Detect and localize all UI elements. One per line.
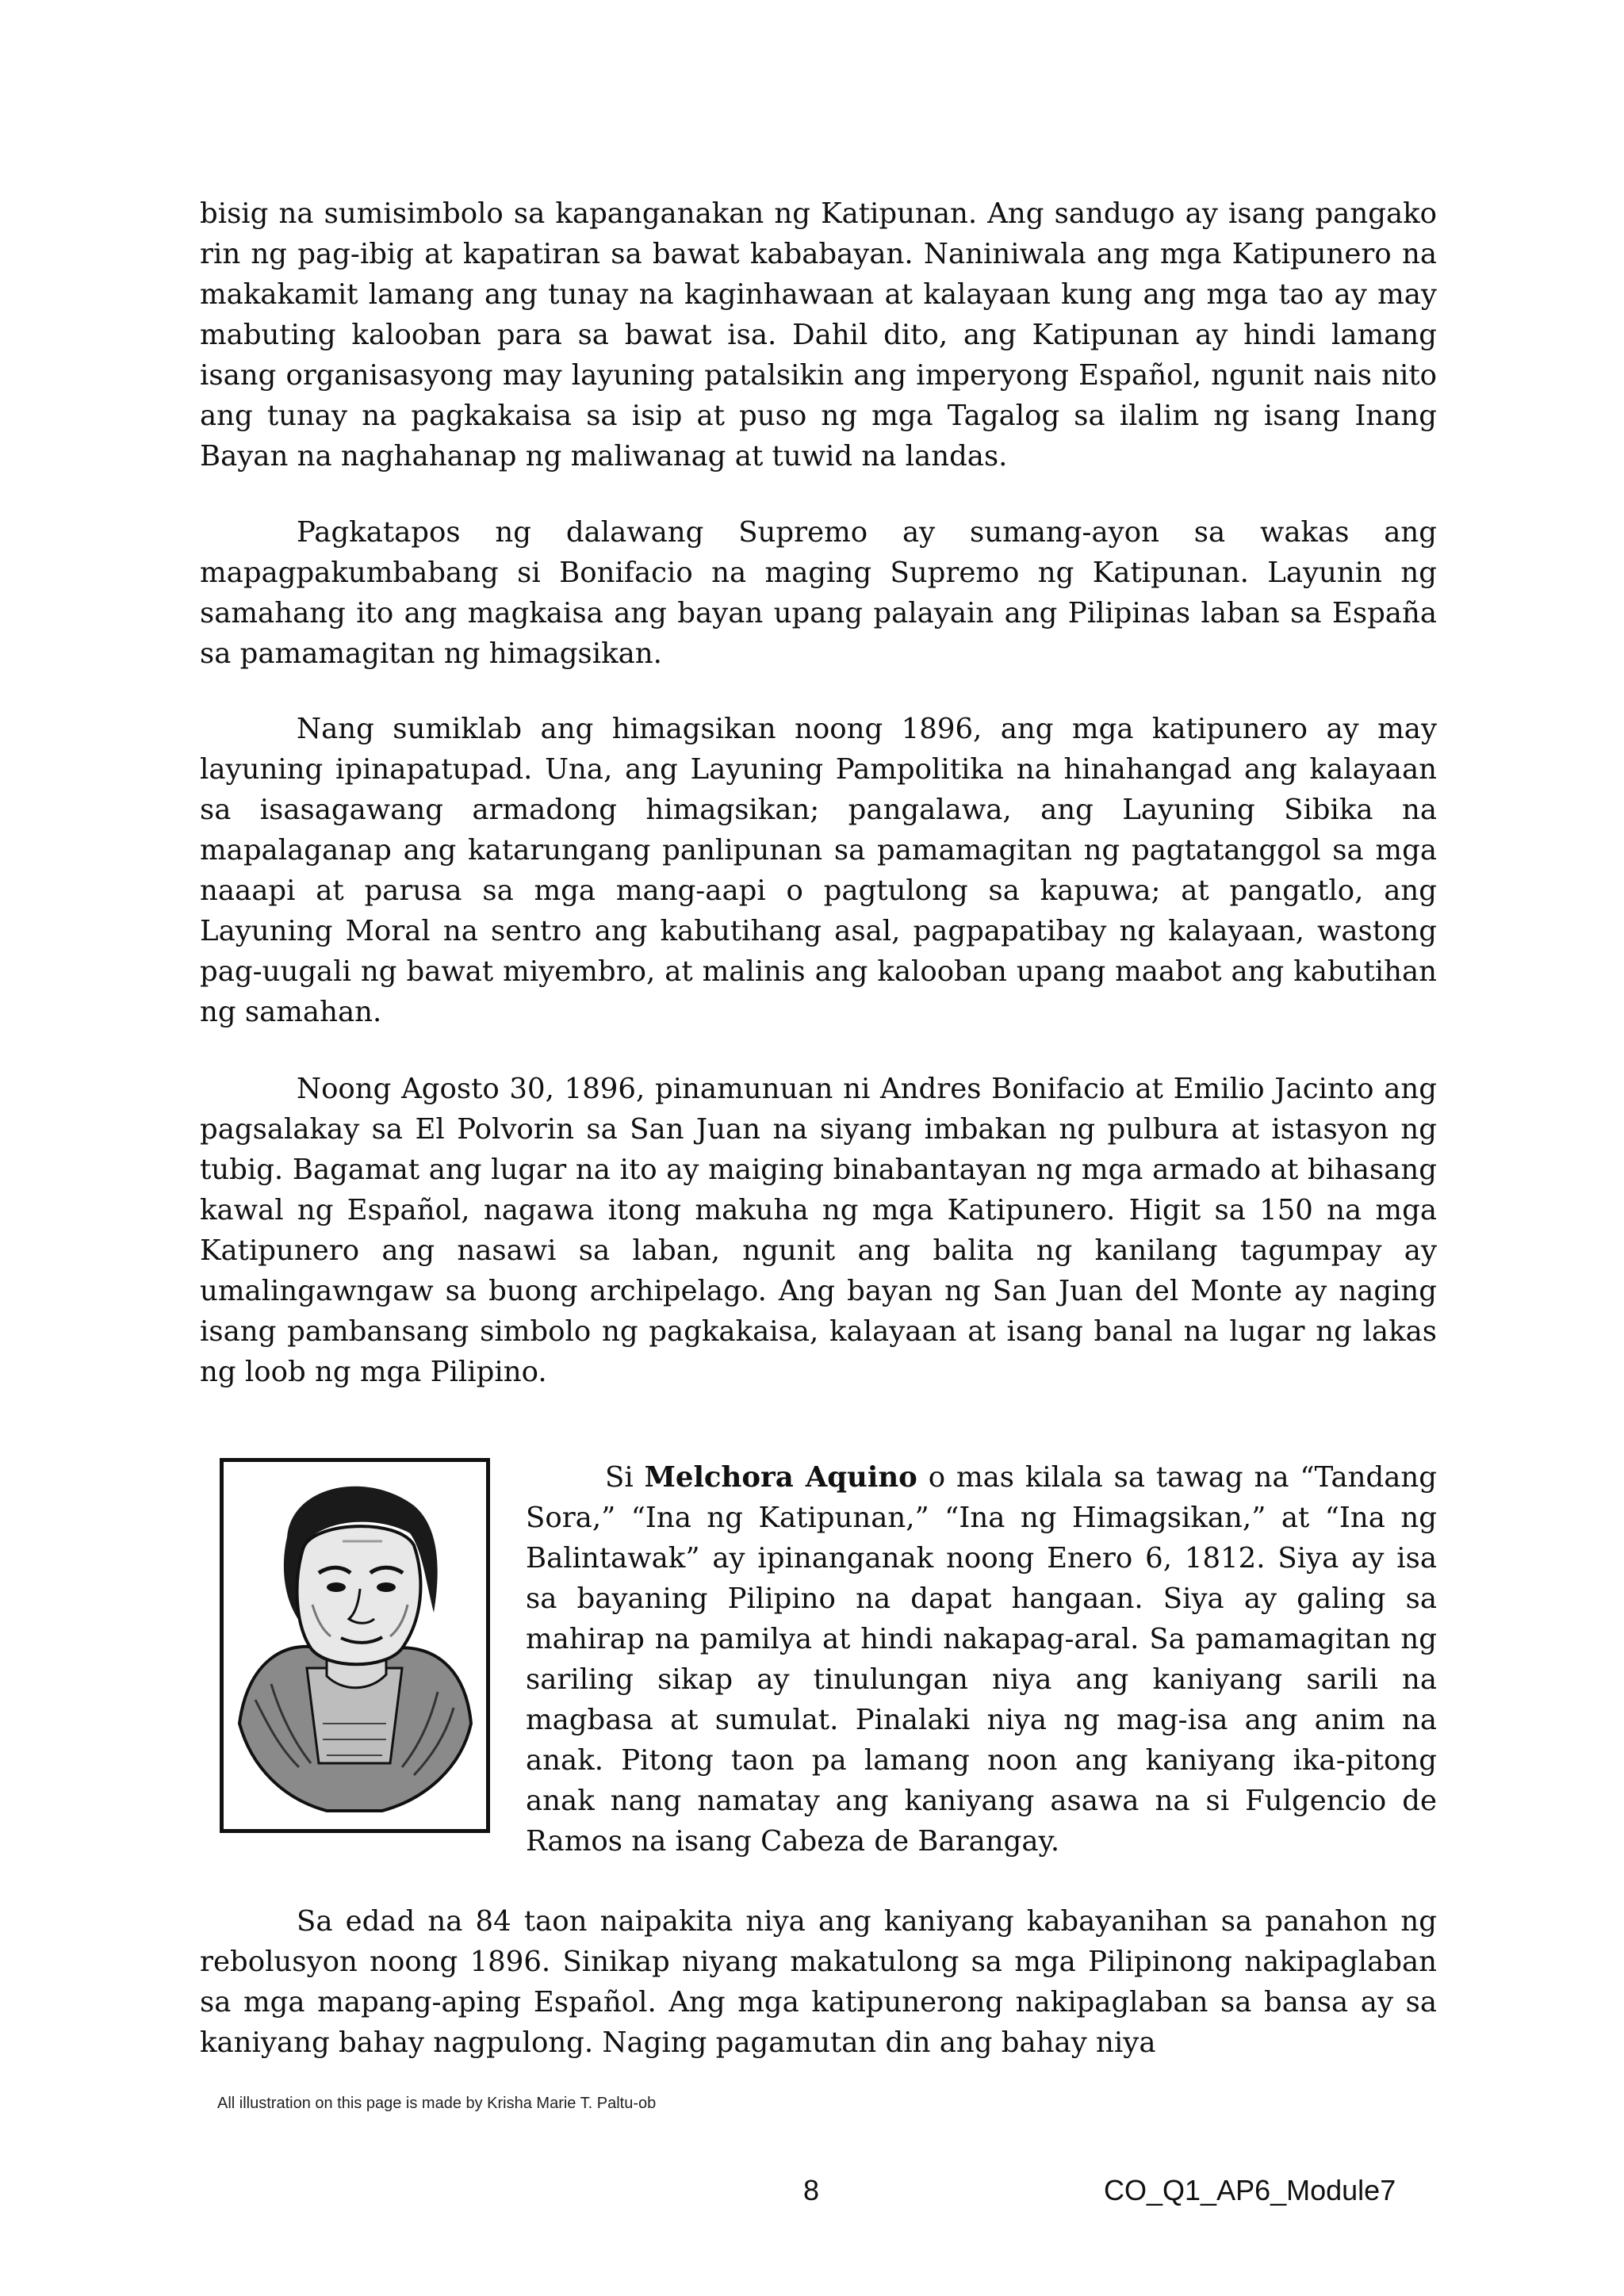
portrait-illustration xyxy=(224,1462,486,1829)
page-number: 8 xyxy=(803,2174,820,2206)
melchora-description: o mas kilala sa tawag na “Tandang Sora,” “Ina ng Katipunan,” “Ina ng Himagsikan,” at “Ina ng Balintawak” ay ipinanganak noong Enero 6, 1812. Siya ay isa sa bayaning Pilipino na dapat hangaan. Siya ay galing sa mahirap na pamilya at hindi nakapag-aral. Sa pamamagitan ng sariling sikap ay tinulungan niya ang kaniyang sarili na magbasa at sumulat. Pinalaki niya ng mag-isa ang anim na anak. Pitong taon pa lamang noon ang kaniyang ika-pitong anak nang namatay ang kaniyang asawa na si Fulgencio de Ramos na isang Cabeza de Barangay. xyxy=(526,1461,1437,1858)
paragraph-kabayanihan: Sa edad na 84 taon naipakita niya ang kaniyang kabayanihan sa panahon ng rebolusyon noong 1896. Sinikap niyang makatulong sa mga Pilipinong nakipaglaban sa mga mapang-aping Español. Ang mga katipunerong nakipaglaban sa bansa ay sa kaniyang bahay nagpulong. Naging pagamutan din ang bahay niya xyxy=(200,1905,1437,2059)
paragraph-melchora-aquino xyxy=(526,1457,1437,1862)
melchora-aquino-name: Melchora Aquino xyxy=(644,1461,917,1494)
paragraph-katipunan-sandugo: bisig na sumisimbolo sa kapanganakan ng Katipunan. Ang sandugo ay isang pangako rin ng pag-ibig at kapatiran sa bawat kababayan. Naniniwala ang mga Katipunero na makakamit lamang ang tunay na kaginhawaan at kalayaan kung ang mga tao ay may mabuting kalooban para sa bawat isa. Dahil dito, ang Katipunan ay hindi lamang isang organisasyong may layuning patalsikin ang imperyong Español, ngunit nais nito ang tunay na pagkakaisa sa isip at puso ng mga Tagalog sa ilalim ng isang Inang Bayan na naghahanap ng maliwanag at tuwid na landas. xyxy=(200,197,1437,473)
melchora-aquino-portrait xyxy=(220,1458,490,1833)
melchora-prefix: Si xyxy=(605,1461,645,1494)
paragraph-el-polvorin: Noong Agosto 30, 1896, pinamunuan ni Andres Bonifacio at Emilio Jacinto ang pagsalakay sa El Polvorin sa San Juan na siyang imbakan ng pulbura at istasyon ng tubig. Bagamat ang lugar na ito ay maiging binabantayan ng mga armado at bihasang kawal ng Español, nagawa itong makuha ng mga Katipunero. Higit sa 150 na mga Katipunero ang nasawi sa laban, ngunit ang balita ng kanilang tagumpay ay umalingawngaw sa buong archipelago. Ang bayan ng San Juan del Monte ay naging isang pambansang simbolo ng pagkakaisa, kalayaan at isang banal na lugar ng lakas ng loob ng mga Pilipino. xyxy=(200,1073,1437,1388)
illustration-credit: All illustration on this page is made by Krisha Marie T. Paltu-ob xyxy=(217,2095,657,2112)
paragraph-layunin-katipunero: Nang sumiklab ang himagsikan noong 1896, ang mga katipunero ay may layuning ipinapatupad. Una, ang Layuning Pampolitika na hinahangad ang kalayaan sa isasagawang armadong himagsikan; pangalawa, ang Layuning Sibika na mapalaganap ang katarungang panlipunan sa pamamagitan ng pagtatanggol sa mga naaapi at parusa sa mga mang-aapi o pagtulong sa kapuwa; at pangatlo, ang Layuning Moral na sentro ang kabutihang asal, pagpapatibay ng kalayaan, wastong pag-uugali ng bawat miyembro, at malinis ang kalooban upang maabot ang kabutihan ng samahan. xyxy=(200,713,1437,1028)
paragraph-bonifacio-supremo: Pagkatapos ng dalawang Supremo ay sumang-ayon sa wakas ang mapagpakumbabang si Bonifacio na maging Supremo ng Katipunan. Layunin ng samahang ito ang magkaisa ang bayan upang palayain ang Pilipinas laban sa España sa pamamagitan ng himagsikan. xyxy=(200,516,1437,670)
module-code: CO_Q1_AP6_Module7 xyxy=(1104,2174,1396,2206)
